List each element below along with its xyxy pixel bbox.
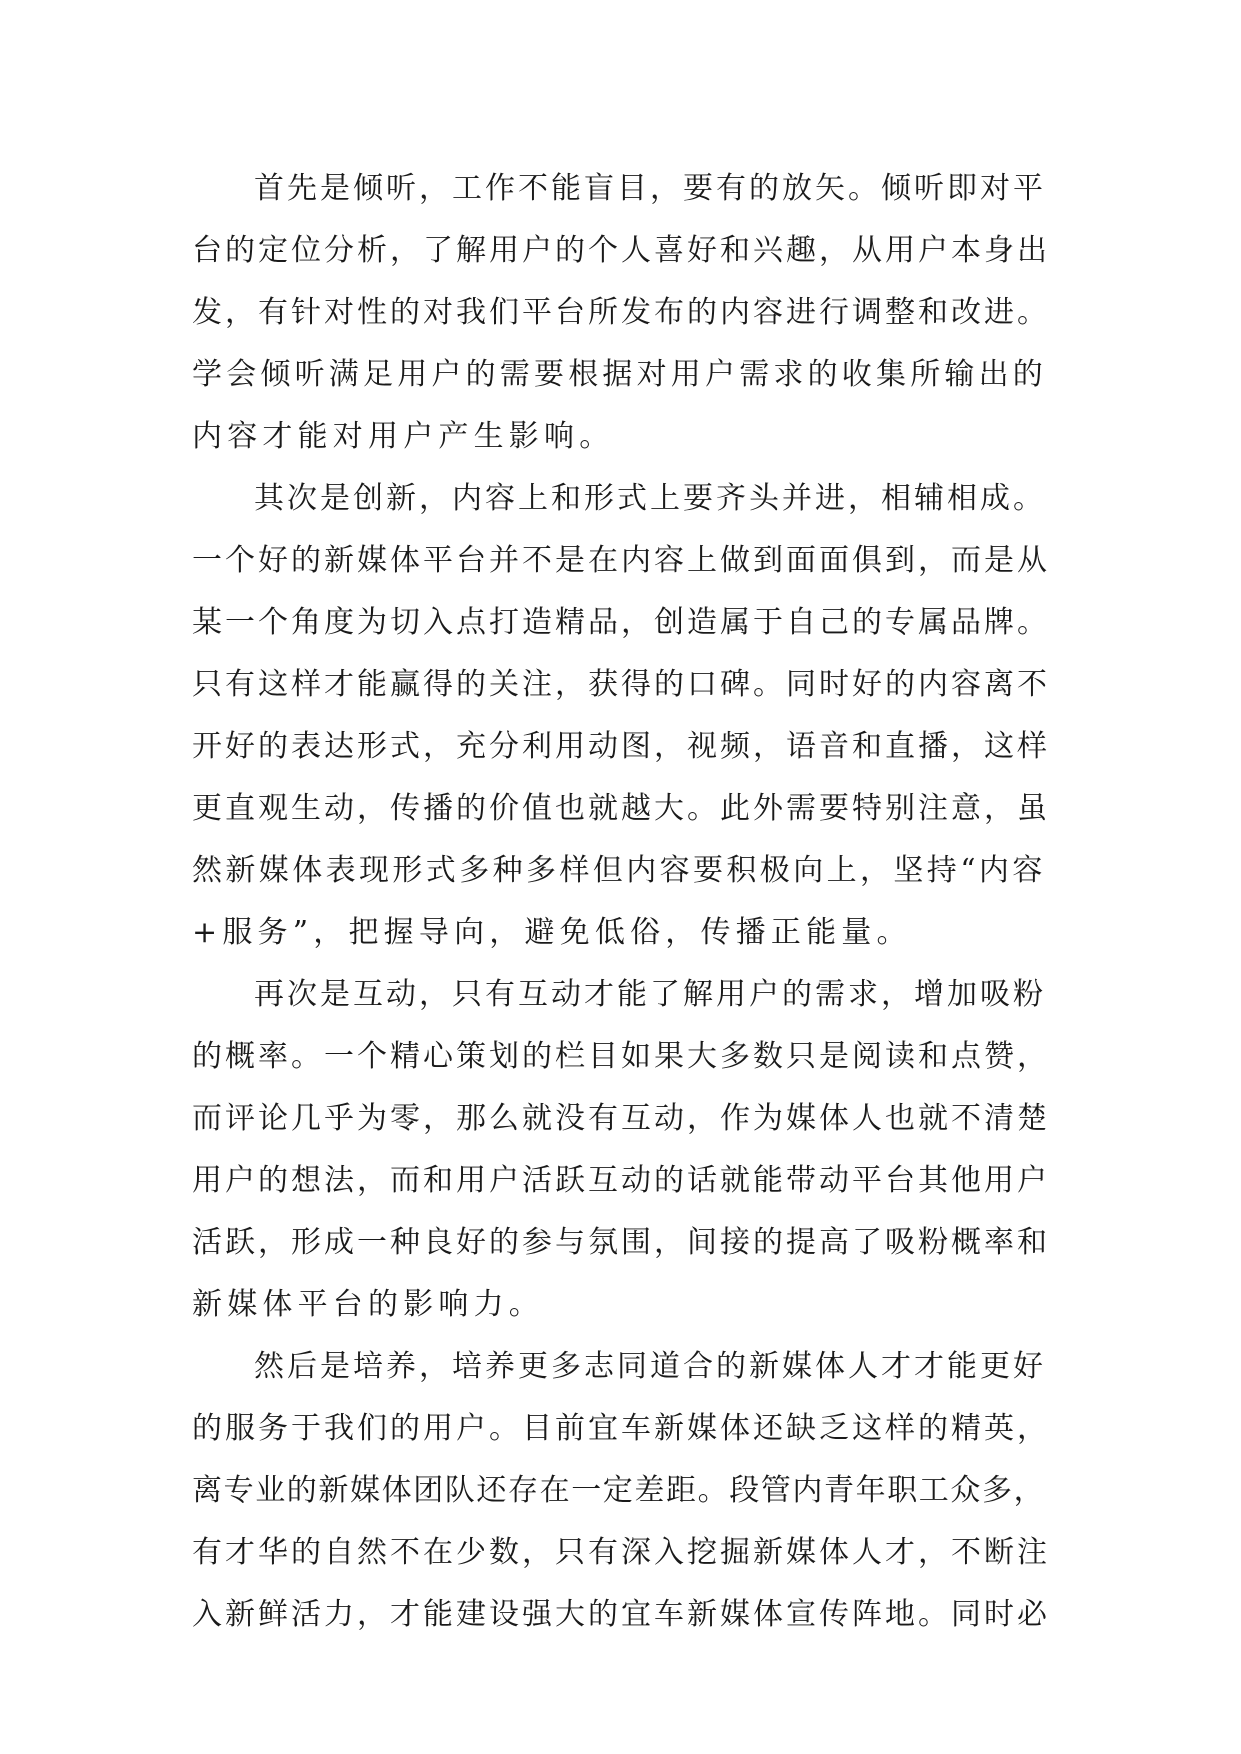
paragraph-innovation xyxy=(192,468,1050,964)
paragraph-line: 而评论几乎为零，那么就没有互动，作为媒体人也就不清楚 xyxy=(192,1101,1050,1136)
paragraph-line: 的服务于我们的用户。目前宜车新媒体还缺乏这样的精英， xyxy=(192,1411,1050,1446)
paragraph-line: 然后是培养，培养更多志同道合的新媒体人才才能更好 xyxy=(254,1349,1046,1384)
paragraph-line: 开好的表达形式，充分利用动图，视频，语音和直播，这样 xyxy=(192,729,1050,764)
paragraph-line: 首先是倾听，工作不能盲目，要有的放矢。倾听即对平 xyxy=(254,171,1046,206)
paragraph-line: 然新媒体表现形式多种多样但内容要积极向上，坚持“内容 xyxy=(192,853,1046,888)
paragraph-line: 某一个角度为切入点打造精品，创造属于自己的专属品牌。 xyxy=(192,605,1050,640)
paragraph-line: 台的定位分析，了解用户的个人喜好和兴趣，从用户本身出 xyxy=(192,233,1050,268)
paragraph-line: 新媒体平台的影响力。 xyxy=(192,1287,544,1322)
paragraph-line: 学会倾听满足用户的需要根据对用户需求的收集所输出的 xyxy=(192,357,1047,392)
paragraph-line: 内容才能对用户产生影响。 xyxy=(192,419,615,454)
paragraph-line: 离专业的新媒体团队还存在一定差距。段管内青年职工众多， xyxy=(192,1473,1046,1508)
paragraph-line: +服务”，把握导向，避免低俗，传播正能量。 xyxy=(192,915,912,950)
paragraph-line: 其次是创新，内容上和形式上要齐头并进，相辅相成。 xyxy=(254,481,1046,516)
paragraph-listening xyxy=(192,158,1050,468)
paragraph-interaction xyxy=(192,964,1050,1336)
paragraph-line: 更直观生动，传播的价值也就越大。此外需要特别注意，虽 xyxy=(192,791,1050,826)
paragraph-line: 再次是互动，只有互动才能了解用户的需求，增加吸粉 xyxy=(254,977,1046,1012)
paragraph-line: 一个好的新媒体平台并不是在内容上做到面面俱到，而是从 xyxy=(192,543,1050,578)
paragraph-line: 入新鲜活力，才能建设强大的宜车新媒体宣传阵地。同时必 xyxy=(192,1597,1050,1632)
paragraph-line: 用户的想法，而和用户活跃互动的话就能带动平台其他用户 xyxy=(192,1163,1050,1198)
paragraph-line: 发，有针对性的对我们平台所发布的内容进行调整和改进。 xyxy=(192,295,1050,330)
paragraph-cultivation xyxy=(192,1336,1050,1646)
paragraph-line: 的概率。一个精心策划的栏目如果大多数只是阅读和点赞， xyxy=(192,1039,1050,1074)
paragraph-line: 只有这样才能赢得的关注，获得的口碑。同时好的内容离不 xyxy=(192,667,1050,702)
paragraph-line: 有才华的自然不在少数，只有深入挖掘新媒体人才，不断注 xyxy=(192,1535,1050,1570)
document-body xyxy=(192,158,1050,1646)
paragraph-line: 活跃，形成一种良好的参与氛围，间接的提高了吸粉概率和 xyxy=(192,1225,1050,1260)
